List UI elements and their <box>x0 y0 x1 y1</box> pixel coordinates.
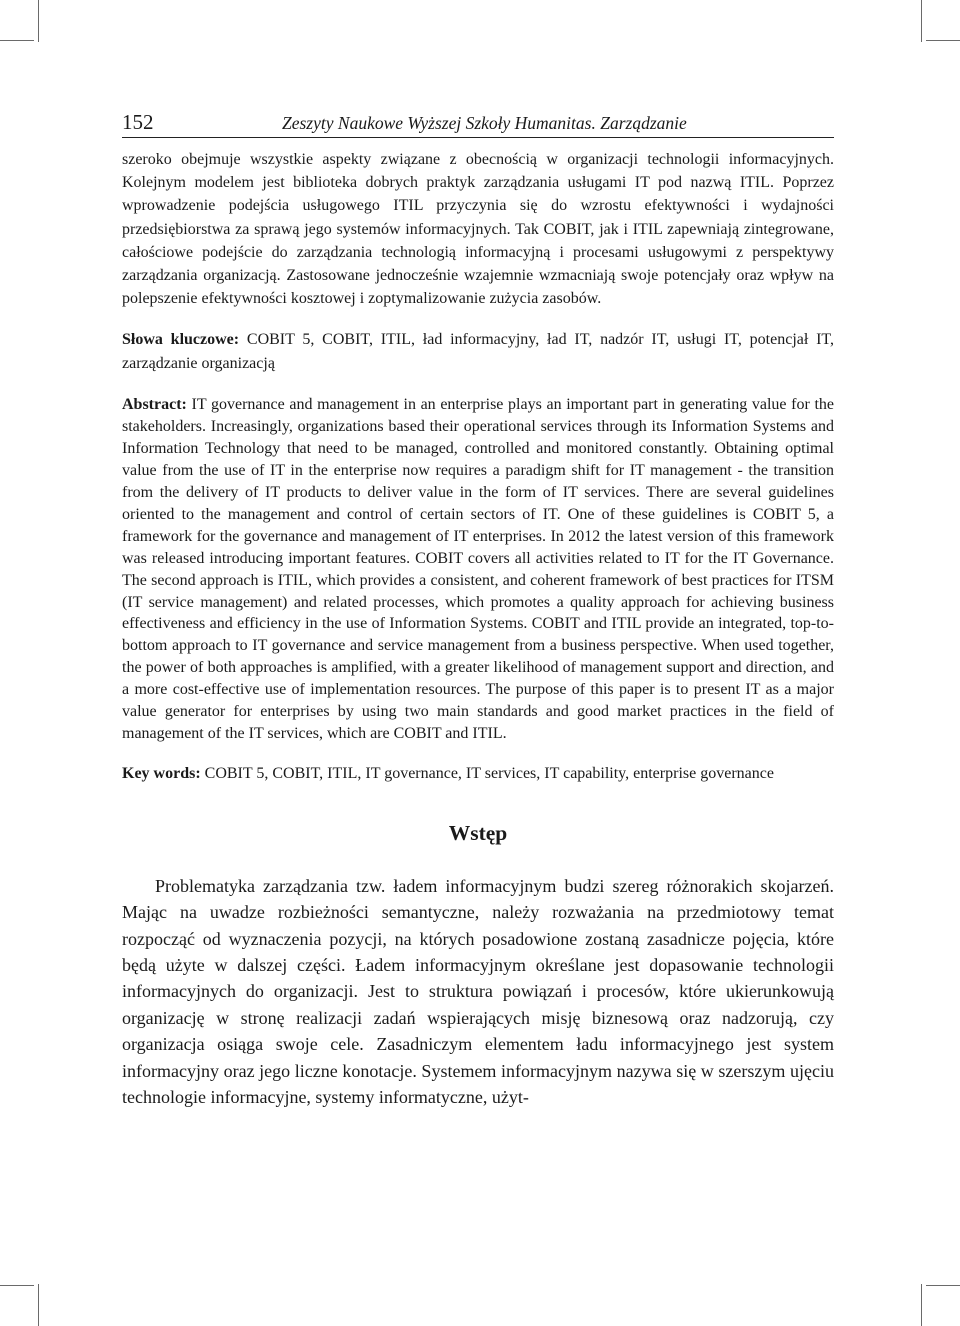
keywords-en-label: Key words: <box>122 764 201 782</box>
intro-paragraph: Problematyka zarządzania tzw. ładem informacyjnym budzi szereg różnorakich skojarzeń. Mając na uwadze rozbieżności semantyczne, należy rozważania na przedmiotowy temat rozpocząć od wyznaczenia pozycji, na których posadowione zostaną zasadnicze pojęcia, które będą użyte w dalszej części. Ładem informacyjnym określane jest dopasowanie technologii informacyjnych do organizacji. Jest to struktura powiązań i procesów, które ukierunkowują organizację w stronę realizacji zadań wspierających misję biznesową oraz nadzorują, czy organizacja osiąga swoje cele. Zasadniczym elementem ładu informacyjnego jest system informacyjny oraz jego liczne konotacje. Systemem informacyjnym nazywa się w szerszym ujęciu technologie informacyjne, systemy informatyczne, użyt- <box>122 875 834 1107</box>
crop-mark-top-left <box>38 0 39 42</box>
crop-mark-bottom-left <box>38 1284 39 1326</box>
running-header <box>122 112 834 138</box>
keywords-pl <box>122 328 834 375</box>
crop-mark-top-right-h <box>926 40 960 41</box>
crop-mark-top-left-h <box>0 40 34 41</box>
abstract-text: IT governance and management in an enterprise plays an important part in generating value for the stakeholders. Increasingly, organizations based their operational services through its Information Systems and Information Technology that need to be managed, controlled and monitored constantly. Obtaining optimal value from the use of IT in the enterprise now requires a paradigm shift for IT management - the transition from the delivery of IT products to deliver value in the form of IT services. There are several guidelines oriented to the management and control of certain sectors of IT. One of these guidelines is COBIT 5, a framework for the governance and management of IT enterprises. In 2012 the latest version of this framework was released introducing important features. COBIT covers all activities related to IT for the IT Governance. The second approach is ITIL, which provides a consistent, and coherent framework of best practices for ITSM (IT service management) and related processes, which promotes a quality approach for achieving business effectiveness and efficiency in the use of Information Systems. COBIT and ITIL provide an integrated, top-to-bottom approach to IT governance and service management from a business perspective. When used together, the power of both approaches is amplified, with a greater likelihood of management support and direction, and a more cost-effective use of implementation resources. The purpose of this paper is to present IT as a major value generator for enterprises by using two main standards and good market practices in the field of management of the IT services, which are COBIT and ITIL. <box>122 396 834 743</box>
crop-mark-top-right <box>921 0 922 42</box>
page-body <box>122 112 834 1110</box>
crop-mark-bottom-right <box>921 1284 922 1326</box>
abstract-label: Abstract: <box>122 396 187 414</box>
summary-continuation: szeroko obejmuje wszystkie aspekty związane z obecnością w organizacji technologii informacyjnych. Kolejnym modelem jest biblioteka dobrych praktyk zarządzania usługami IT pod nazwą ITIL. Poprzez wprowadzenie podejścia usługowego ITIL przyczynia się do wzrostu efektywności i wydajności przedsiębiorstwa za sprawą jego systemów informacyjnych. Tak COBIT, jak i ITIL zapewniają zintegrowane, całościowe podejście do zarządzania technologią informacyjną i procesami usługowymi z perspektywy zarządzania organizacją. Zastosowane jednocześnie wzajemnie wzmacniają swoje potencjały oraz wpływ na polepszenie efektywności kosztowej i zoptymalizowanie zużycia zasobów. <box>122 151 834 308</box>
keywords-en-text: COBIT 5, COBIT, ITIL, IT governance, IT services, IT capability, enterprise governance <box>200 764 774 782</box>
section-heading: Wstęp <box>448 820 508 845</box>
crop-mark-bottom-right-h <box>926 1285 960 1286</box>
crop-mark-bottom-left-h <box>0 1285 34 1286</box>
page-number: 152 <box>122 110 154 134</box>
journal-title: Zeszyty Naukowe Wyższej Szkoły Humanitas. Zarządzanie <box>282 112 687 133</box>
keywords-pl-label: Słowa kluczowe: <box>122 331 240 349</box>
keywords-en <box>122 763 834 785</box>
keywords-pl-text: COBIT 5, COBIT, ITIL, ład informacyjny, ład IT, nadzór IT, usługi IT, potencjał IT, zarządzanie organizacją <box>122 331 835 372</box>
abstract <box>122 394 834 745</box>
